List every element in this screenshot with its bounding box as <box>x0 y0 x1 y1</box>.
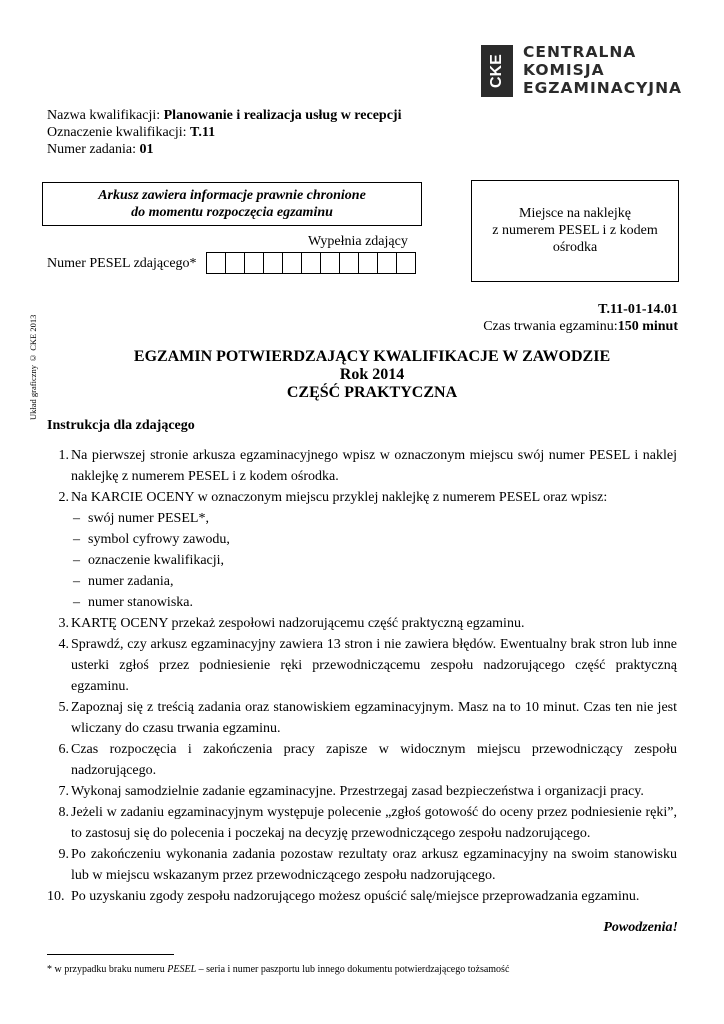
pesel-digit-box[interactable] <box>206 252 226 274</box>
cke-logo-mark: CKE <box>481 45 513 97</box>
sublist-item: – numer stanowiska. <box>71 592 677 613</box>
pesel-label: Numer PESEL zdającego* <box>47 256 197 271</box>
instruction-item: 6. Czas rozpoczęcia i zakończenia pracy zapisze w widocznym miejscu przewodniczący zespołu nadzorującego. <box>58 742 677 778</box>
sticker-placeholder-box: Miejsce na naklejkę z numerem PESEL i z kodem ośrodka <box>471 180 679 282</box>
exam-code: T.11-01-14.01 <box>598 302 678 317</box>
pesel-input-boxes[interactable] <box>207 252 416 274</box>
instruction-item: 9. Po zakończeniu wykonania zadania pozostaw rezultaty oraz arkusz egzaminacyjny na swoim stanowisku lub w miejscu wskazanym przez przewodniczącego zespołu nadzorującego. <box>58 847 677 883</box>
cke-logo-text: CENTRALNA KOMISJA EGZAMINACYJNA <box>523 43 683 97</box>
instruction-item: 8. Jeżeli w zadaniu egzaminacyjnym występuje polecenie „zgłoś gotowość do oceny przez podniesienie ręki”, to zastosuj się do polecenia i poczekaj na decyzję przewodniczącego zespołu nadzorującego. <box>58 805 677 841</box>
sublist-item: – swój numer PESEL*, <box>71 508 677 529</box>
instruction-item: 7. Wykonaj samodzielnie zadanie egzaminacyjne. Przestrzegaj zasad bezpieczeństwa i organizacji pracy. <box>58 784 644 799</box>
pesel-digit-box[interactable] <box>282 252 302 274</box>
instruction-item: 1. Na pierwszej stronie arkusza egzaminacyjnego wpisz w oznaczonym miejscu swój numer PESEL i naklej naklejkę z numerem PESEL i z kodem ośrodka. <box>58 448 677 484</box>
pesel-digit-box[interactable] <box>396 252 416 274</box>
instruction-item: 5. Zapoznaj się z treścią zadania oraz stanowiskiem egzaminacyjnym. Masz na to 10 minut. Czas ten nie jest wliczany do czasu trwania egzaminu. <box>58 700 677 736</box>
filled-by-label: Wypełnia zdający <box>308 234 408 249</box>
exam-duration: Czas trwania egzaminu:150 minut <box>483 319 678 334</box>
pesel-digit-box[interactable] <box>263 252 283 274</box>
instruction-item: 3. KARTĘ OCENY przekaż zespołowi nadzorującemu część praktyczną egzaminu. <box>58 616 525 631</box>
pesel-digit-box[interactable] <box>244 252 264 274</box>
protected-info-notice: Arkusz zawiera informacje prawnie chronione do momentu rozpoczęcia egzaminu <box>42 182 422 226</box>
sublist-item: – numer zadania, <box>71 571 677 592</box>
instruction-sublist <box>71 508 677 613</box>
instructions-heading: Instrukcja dla zdającego <box>47 418 195 433</box>
pesel-digit-box[interactable] <box>225 252 245 274</box>
pesel-digit-box[interactable] <box>320 252 340 274</box>
instruction-item: 4. Sprawdź, czy arkusz egzaminacyjny zawiera 13 stron i nie zawiera błędów. Ewentualny brak stron lub inne usterki zgłoś przez podniesienie ręki przewodniczącemu zespołu nadzorującego część praktyczną egzaminu. <box>58 637 677 694</box>
instructions-list <box>47 445 677 907</box>
footnote-divider <box>47 954 174 955</box>
sublist-item: – symbol cyfrowy zawodu, <box>71 529 677 550</box>
instruction-item: 2. Na KARCIE OCENY w oznaczonym miejscu przyklej naklejkę z numerem PESEL oraz wpisz: – swój numer PESEL*, – symbol cyfrowy zawodu, – oznaczenie kwalifikacji, – numer zadania, – numer stanowiska. <box>47 487 677 613</box>
pesel-digit-box[interactable] <box>339 252 359 274</box>
pesel-digit-box[interactable] <box>358 252 378 274</box>
sublist-item: – oznaczenie kwalifikacji, <box>71 550 677 571</box>
pesel-digit-box[interactable] <box>301 252 321 274</box>
copyright-side-note: Układ graficzny © CKE 2013 <box>28 314 38 420</box>
qualification-meta: Nazwa kwalifikacji: Planowanie i realizacja usług w recepcji Oznaczenie kwalifikacji: T.11 Numer zadania: 01 <box>47 108 402 157</box>
footnote: * w przypadku braku numeru PESEL – seria i numer paszportu lub innego dokumentu potwierdzającego tożsamość <box>47 964 510 975</box>
instruction-item: 10. Po uzyskaniu zgody zespołu nadzorującego możesz opuścić salę/miejsce przeprowadzania egzaminu. <box>47 889 640 904</box>
exam-title: EGZAMIN POTWIERDZAJĄCY KWALIFIKACJE W ZAWODZIE Rok 2014 CZĘŚĆ PRAKTYCZNA <box>133 348 611 401</box>
good-luck-text: Powodzenia! <box>603 920 678 935</box>
pesel-digit-box[interactable] <box>377 252 397 274</box>
